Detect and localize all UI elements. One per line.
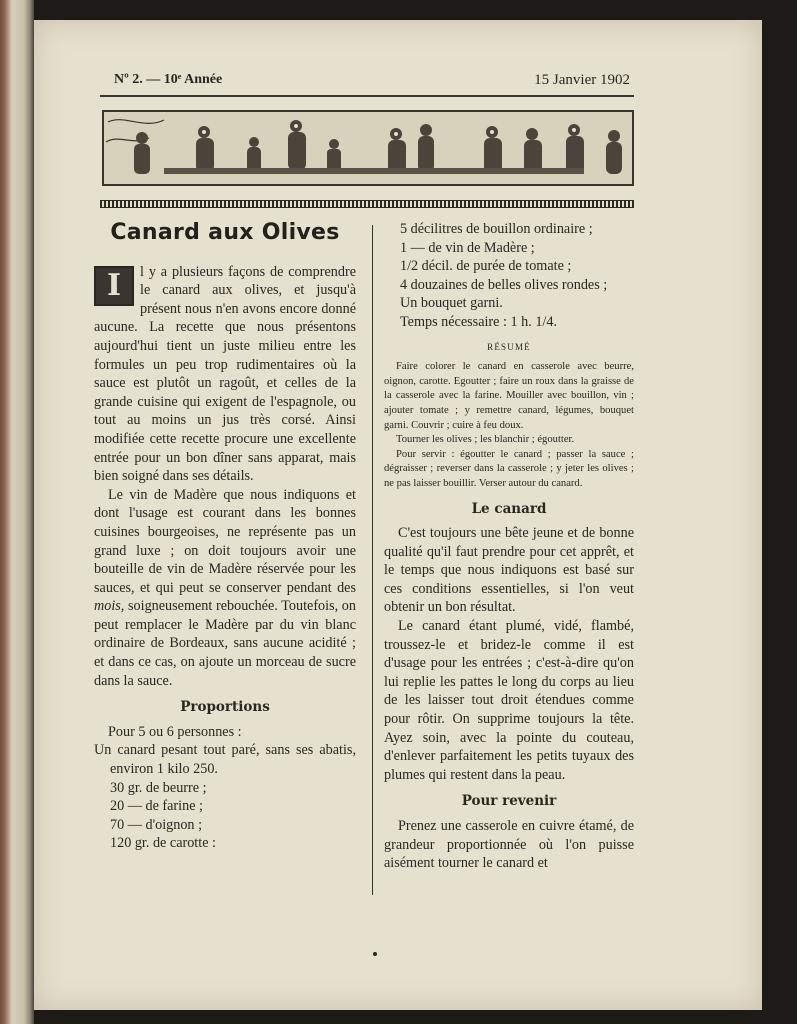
page-header bbox=[100, 70, 630, 92]
ingredient-line: Un canard pesant tout paré, sans ses abatis, environ 1 kilo 250. bbox=[94, 742, 356, 778]
time-needed: Temps nécessaire : 1 h. 1/4. bbox=[400, 313, 557, 330]
madere-text-b: soigneusement rebouchée. Toutefois, on peut remplacer le Madère par du vin blanc ordinaire de Bordeaux, sans aucune acidité ; et dans ce cas, on ajoute un morceau de sucre dans la sauce. bbox=[94, 598, 356, 689]
resume-paragraph: Pour servir : égoutter le canard ; passer la sauce ; dégraisser ; reverser dans la casserole ; y jeter les olives ; ne pas laisser bouillir. Verser autour du canard. bbox=[384, 448, 634, 489]
ingredient-line: 120 gr. de carotte : bbox=[110, 835, 216, 852]
ingredient-line: 4 douzaines de belles olives rondes ; bbox=[400, 276, 608, 293]
ingredient-line: 5 décilitres de bouillon ordinaire ; bbox=[400, 221, 593, 237]
ingredient-line: 1/2 décil. de purée de tomate ; bbox=[400, 258, 572, 275]
madere-text-em: mois, bbox=[94, 598, 125, 615]
ingredient-line: 1 — de vin de Madère ; bbox=[400, 239, 535, 256]
left-column bbox=[94, 220, 356, 853]
drop-cap: I bbox=[94, 266, 134, 306]
page-dot bbox=[373, 952, 377, 956]
issue-date: 15 Janvier 1902 bbox=[534, 72, 630, 88]
le-canard-heading: Le canard bbox=[471, 500, 547, 517]
resume-block bbox=[384, 360, 634, 491]
column-separator bbox=[372, 225, 373, 895]
intro-paragraph bbox=[94, 263, 356, 486]
illustrated-banner bbox=[102, 110, 634, 186]
scan-binding-edge bbox=[0, 0, 34, 1024]
pour-revenir-heading: Pour revenir bbox=[461, 793, 557, 810]
banner-ornamental-rule bbox=[100, 200, 634, 208]
intro-text: l y a plusieurs façons de comprendre le canard aux olives, et jusqu'à présent nous n'en avons encore donné aucune. La recette que nous présentons aujourd'hui tient un juste milieu entre les formules un peu trop rudimentaires où la sauce est plutôt un ragoût, et celles de la grande cuisine qui exigent de l'espagnole, ou tout au moins un jus très corsé. Ainsi modifiée cette recette procure une excellente entrée pour un bon dîner sans apparat, mais bien soigné dans ses détails. bbox=[94, 263, 356, 485]
issue-number: Nº 2. — 10ᵉ Année bbox=[114, 72, 223, 87]
madere-text-a: Le vin de Madère que nous indiquons et dont l'usage est courant dans les bonnes cuisines bourgeoises, ne représente pas un grand luxe ; on doit toujours avoir une bouteille de vin de Madère réservée pour les sauces, et qui peut se conserver pendant des bbox=[94, 486, 356, 596]
le-canard-paragraph: Le canard étant plumé, vidé, flambé, troussez-le et bridez-le comme il est d'usage pour les entrées ; c'est-à-dire qu'on lui replie les pattes le long du corps au lieu de les laisser tout droit étendues comme pour rôtir. On supprime toujours la tête. Ayez soin, avec la pointe du couteau, d'enlever parfaitement les petits tuyaux des plumes qui restent dans la peau. bbox=[384, 618, 634, 783]
resume-paragraph: Tourner les olives ; les blanchir ; égoutter. bbox=[396, 434, 575, 446]
magazine-page bbox=[34, 20, 762, 1010]
ingredient-line: 70 — d'oignon ; bbox=[110, 816, 203, 833]
resume-heading: RÉSUMÉ bbox=[487, 341, 531, 352]
le-canard-paragraph: C'est toujours une bête jeune et de bonne qualité qu'il faut prendre pour cet apprêt, et le temps que nous indiquons est basé sur ces conditions essentielles, si l'on veut obtenir un bon résultat. bbox=[384, 525, 634, 616]
article-title: Canard aux Olives bbox=[110, 220, 340, 245]
ingredient-line: Un bouquet garni. bbox=[400, 295, 503, 312]
resume-paragraph: Faire colorer le canard en casserole avec beurre, oignon, carotte. Egoutter ; faire un roux dans la graisse de la casserole avec la farine. Mouiller avec bouillon, vin ; ajouter tomate ; y remettre canard, légumes, bouquet garni. Couvrir ; cuire à feu doux. bbox=[384, 361, 634, 431]
banner-figures-illustration bbox=[104, 112, 632, 184]
proportions-heading: Proportions bbox=[180, 699, 270, 716]
right-column bbox=[384, 220, 634, 873]
ingredient-line: 20 — de farine ; bbox=[110, 798, 203, 815]
header-rule bbox=[100, 95, 634, 97]
madere-paragraph bbox=[94, 486, 356, 691]
ingredient-line: 30 gr. de beurre ; bbox=[110, 779, 207, 796]
pour-revenir-paragraph: Prenez une casserole en cuivre étamé, de grandeur proportionnée où l'on puisse aisément tourner le canard et bbox=[384, 818, 634, 872]
persons-line: Pour 5 ou 6 personnes : bbox=[108, 723, 242, 740]
